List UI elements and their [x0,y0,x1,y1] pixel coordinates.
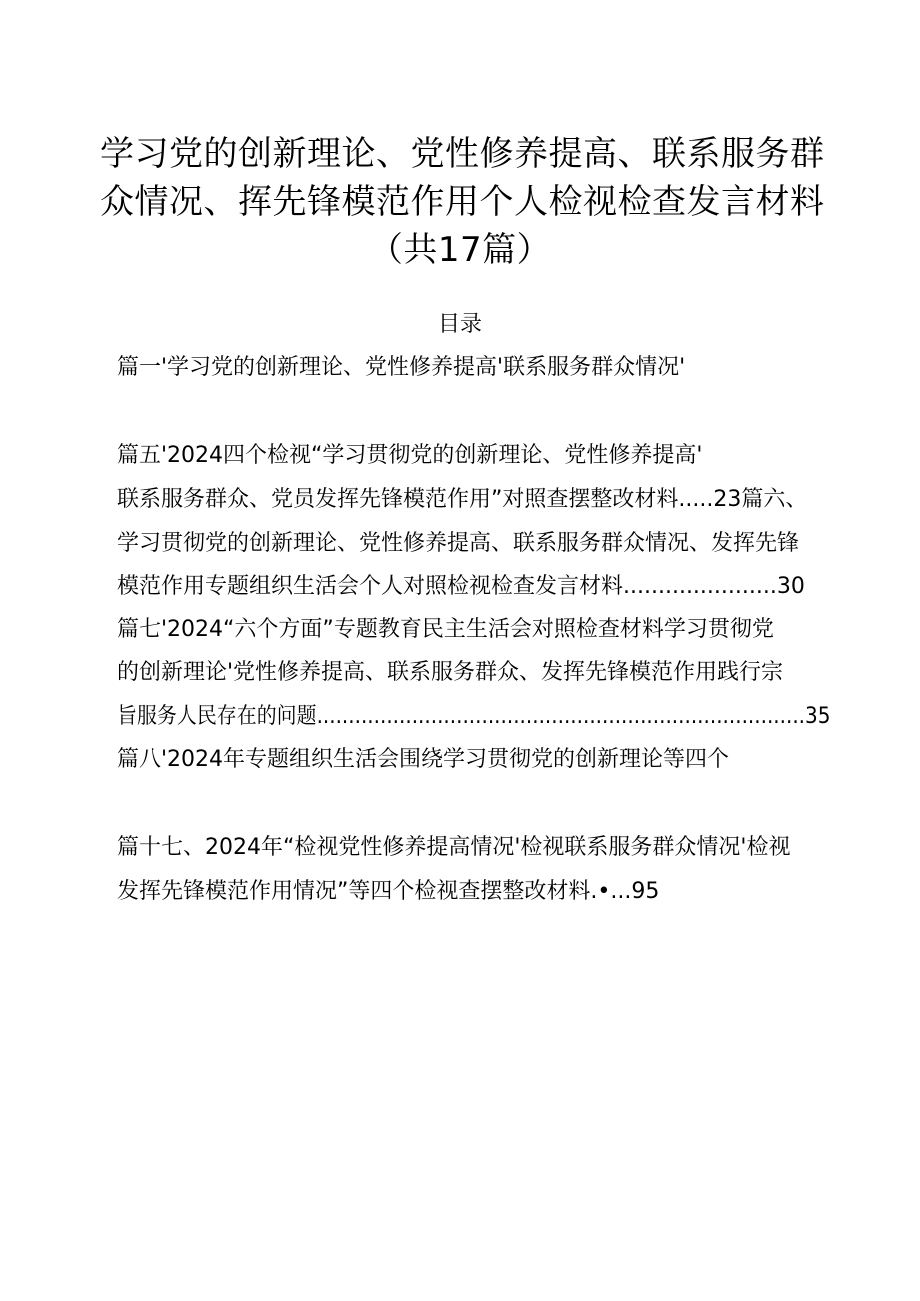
toc-entry-line: 旨服务人民存在的问题.............................................................................35 [117,704,831,729]
document-title-line-3: （共17篇） [368,230,552,270]
toc-entry-line: 的创新理论'党性修养提高、联系服务群众、发挥先锋模范作用践行宗 [117,660,784,685]
toc-entry-line: 发挥先锋模范作用情况”等四个检视查摆整改材料.•...95 [117,879,660,904]
toc-entry-line: 篇一'学习党的创新理论、党性修养提高'联系服务群众情况' [117,355,686,380]
toc-entry-line: 篇十七、2024年“检视党性修养提高情况'检视联系服务群众情况'检视 [117,835,791,860]
document-title-line-1: 学习党的创新理论、党性修养提高、联系服务群 [100,134,825,174]
toc-entry-line: 模范作用专题组织生活会个人对照检视检查发言材料......................30 [117,574,805,599]
document-title-line-2: 众情况、挥先锋模范作用个人检视检查发言材料 [100,182,825,222]
toc-entry-line: 篇八'2024年专题组织生活会围绕学习贯彻党的创新理论等四个 [117,747,730,772]
toc-entry-line: 篇七'2024“六个方面”专题教育民主生活会对照检查材料学习贯彻党 [117,617,774,642]
toc-entry-line: 学习贯彻党的创新理论、党性修养提高、联系服务群众情况、发挥先锋 [117,531,800,556]
toc-heading: 目录 [437,312,482,337]
toc-entry-line: 篇五'2024四个检视“学习贯彻党的创新理论、党性修养提高' [117,443,703,468]
toc-entry-line: 联系服务群众、党员发挥先锋模范作用”对照查摆整改材料.....23篇六、 [117,487,808,512]
